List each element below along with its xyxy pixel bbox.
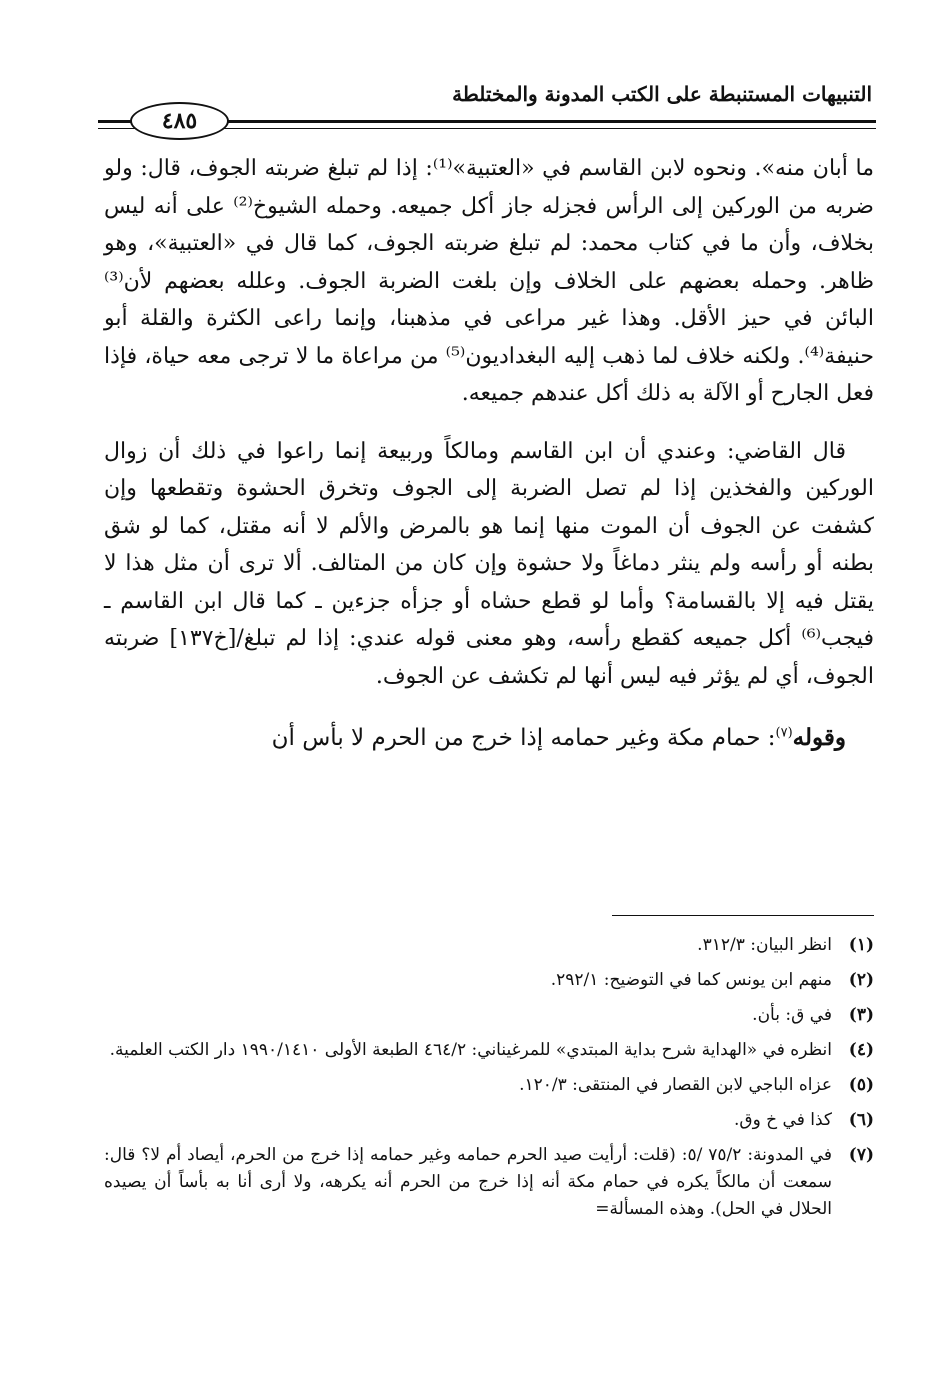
paragraph-3-text: : حمام مكة وغير حمامه إذا خرج من الحرم لا بأس أن: [271, 725, 776, 751]
footnote-number: (٤): [848, 1040, 874, 1060]
paragraph-1: ما أبان منه». ونحوه لابن القاسم في «العتبية»⁽¹⁾: إذا لم تبلغ ضربته الجوف، قال: ولو ضربه من الوركين إلى الرأس فجزله جاز أكل جميعه. وحمله الشيوخ⁽²⁾ على أنه ليس بخلاف، وأن ما في كتاب محمد: لم تبلغ ضربته الجوف، كما قال في «العتبية»، وهو ظاهر. وحمله بعضهم على الخلاف وإن بلغت الضربة الجوف. وعلله بعضهم لأن⁽³⁾ البائن في حيز الأقل. وهذا غير مراعى في مذهبنا، وإنما راعى الكثرة والقلة أبو حنيفة⁽⁴⁾. ولكنه خلاف لما ذهب إليه البغداديون⁽⁵⁾ من مراعاة ما لا ترجى معه حياة، فإذا فعل الجارح أو الآلة به ذلك أكل عندهم جميعه.: [104, 156, 874, 406]
footnote-item: [104, 1072, 874, 1099]
page-number: ٤٨٥: [130, 102, 229, 140]
footnote-mark-7: (٧): [775, 725, 793, 741]
footnote-item: [104, 1037, 874, 1064]
footnote-number: (٦): [848, 1110, 874, 1130]
footnote-text: في ق: بأن.: [752, 1005, 832, 1025]
footnote-text: عزاه الباجي لابن القصار في المنتقى: ١٢٠/٣.: [519, 1075, 832, 1095]
footnote-item: [104, 1107, 874, 1134]
paragraph-3-lead: وقوله: [792, 724, 846, 751]
footnote-item: [104, 1002, 874, 1029]
footnote-item: [104, 932, 874, 959]
footnote-text: كذا في خ وق.: [733, 1110, 832, 1130]
paragraph-3: [104, 719, 874, 758]
footnote-text: انظر البيان: ٣١٢/٣.: [697, 935, 832, 955]
footnote-text: منهم ابن يونس كما في التوضيح: ٢٩٢/١.: [550, 970, 832, 990]
paragraph-2: قال القاضي: وعندي أن ابن القاسم ومالكاً وربيعة إنما راعوا في ذلك أن زوال الوركين والفخذين إذا لم تصل الضربة إلى الجوف وتخرق الحشوة وتقطعها وإن كشفت عن الجوف أن الموت منها إنما هو بالمرض والألم لا أنه مقتل، كما لو شق بطنه أو رأسه ولم ينثر دماغاً ولا حشوة وإن كان من المتالف. ألا ترى أن مثل هذا لا يقتل فيه إلا بالقسامة؟ وأما لو قطع حشاه أو جزأه جزءين ـ كما قال ابن القاسم ـ فيجب⁽⁶⁾ أكل جميعه كقطع رأسه، وهو معنى قوله عندي: إذا لم تبلغ/[خ١٣٧] ضربته الجوف، أي لم يؤثر فيه ليس أنها لم تكشف عن الجوف.: [104, 438, 874, 689]
main-text: [104, 150, 874, 758]
footnote-item: [104, 967, 874, 994]
running-title: التنبيهات المستنبطة على الكتب المدونة والمختلطة: [452, 82, 872, 106]
footnote-separator: [612, 915, 874, 916]
footnote-text: انظره في «الهداية شرح بداية المبتدي» للمرغيناني: ٤٦٤/٢ الطبعة الأولى ١٩٩٠/١٤١٠ دار الكتب العلمية.: [109, 1040, 832, 1060]
footnote-number: (٧): [848, 1145, 874, 1165]
footnote-number: (١): [848, 935, 874, 955]
footnote-number: (٢): [848, 970, 874, 990]
footnote-text: في المدونة: ٧٥/٢ /٥: (قلت: أرأيت صيد الحرم حمامه وغير حمامه إذا خرج من الحرم، أيصاد أم لا؟ قال: سمعت أن مالكاً يكره في حمام مكة أنه إذا خرج من الحرم أنه يكرهه، ولا أرى أنا به بأساً أن يصيده الحلال في الحل). وهذه المسألة=: [104, 1145, 832, 1219]
footnote-number: (٥): [848, 1075, 874, 1095]
footnote-number: (٣): [848, 1005, 874, 1025]
footnotes: [104, 932, 874, 1231]
footnote-item: [104, 1142, 874, 1223]
